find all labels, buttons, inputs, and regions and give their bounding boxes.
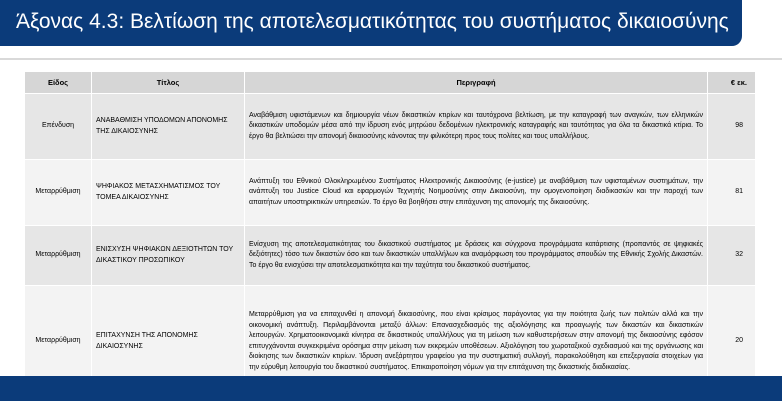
column-header-amount: € εκ. (708, 72, 756, 94)
row-description: Μεταρρύθμιση για να επιταχυνθεί η απονομή δικαιοσύνης, που είναι κρίσιμος παράγοντας για την ποιότητα ζωής των πολιτών αλλά και την οικονομική ανάπτυξη. Περιλαμβάνονται μεταξύ άλλων: Επανασχεδιασμός της αξιολόγησης και προαγωγής των δικαστών και δικαστικών λειτουργών. Χρηματοοικονομικά κίνητρα σε δικαστικούς υπαλλήλους για τη μείωση των καθυστερήσεων στην απονομή της δικαιοσύνης εφόσον επιτυγχάνονται συγκεκριμένα ορόσημα στην μείωση των εκκρεμών υποθέσεων. Αξιολόγηση του χωροταξικού σχεδιασμού και της οργάνωσης και διοίκησης των δικαστικών κτιρίων. Ίδρυση ανεξάρτητου γραφείου για την συστηματική συλλογή, παρακολούθηση και επεξεργασία στοιχείων για την εύρυθμη λειτουργία του δικαστικού συστήματος. Επικαιροποίηση νόμων για την επιτάχυνση της δικαστικής διαδικασίας. (245, 286, 708, 398)
row-type: Μεταρρύθμιση (25, 226, 92, 286)
row-title: ΑΝΑΒΑΘΜΙΣΗ ΥΠΟΔΟΜΩΝ ΑΠΟΝΟΜΗΣ ΤΗΣ ΔΙΚΑΙΟΣΥΝΗΣ (92, 94, 245, 160)
row-description: Ενίσχυση της αποτελεσματικότητας του δικαστικού συστήματος με δράσεις και σύγχρονα προγράμματα κατάρτισης (προπαντός σε ψηφιακές δεξιότητες) τόσο των δικαστών όσο και των δικαστικών υπαλλήλων και αναμόρφωση του προγράμματος σπουδών της Εθνικής Σχολής Δικαστών. Το έργο θα ενισχύσει την αποτελεσματικότητα και την ταχύτητα του δικαστικού συστήματος. (245, 226, 708, 286)
table-row (25, 94, 756, 160)
row-type: Μεταρρύθμιση (25, 286, 92, 398)
row-amount: 98 (708, 94, 756, 160)
row-title: ΕΠΙΤΑΧΥΝΣΗ ΤΗΣ ΑΠΟΝΟΜΗΣ ΔΙΚΑΙΟΣΥΝΗΣ (92, 286, 245, 398)
row-description: Αναβάθμιση υφιστάμενων και δημιουργία νέων δικαστικών κτιρίων και ταυτόχρονα βελτίωση, με την καταγραφή των αναγκών, των ελληνικών δικαστικών υποδομών μέσα από την ίδρυση ενός μητρώου δεδομένων ηλεκτρονικής καταγραφής και ταυτότητας για όλα τα δικαστικά κτίρια. Το έργο θα βελτιώσει την απονομή δικαιοσύνης κάνοντας την φιλικότερη προς τους πολίτες και τους υπαλλήλους. (245, 94, 708, 160)
divider (0, 58, 782, 60)
row-type: Επένδυση (25, 94, 92, 160)
table-row (25, 226, 756, 286)
column-header-title: Τίτλος (92, 72, 245, 94)
row-title: ΕΝΙΣΧΥΣΗ ΨΗΦΙΑΚΩΝ ΔΕΞΙΟΤΗΤΩΝ ΤΟΥ ΔΙΚΑΣΤΙΚΟΥ ΠΡΟΣΩΠΙΚΟΥ (92, 226, 245, 286)
row-amount: 20 (708, 286, 756, 398)
row-amount: 32 (708, 226, 756, 286)
measures-table (24, 71, 756, 398)
row-amount: 81 (708, 160, 756, 226)
table-header-row (25, 72, 756, 94)
row-type: Μεταρρύθμιση (25, 160, 92, 226)
page-title: Άξονας 4.3: Βελτίωση της αποτελεσματικότητας του συστήματος δικαιοσύνης (16, 10, 729, 33)
table-row (25, 160, 756, 226)
column-header-description: Περιγραφή (245, 72, 708, 94)
column-header-type: Είδος (25, 72, 92, 94)
measures-table-container (24, 71, 756, 401)
title-banner (0, 0, 742, 46)
row-description: Ανάπτυξη του Εθνικού Ολοκληρωμένου Συστήματος Ηλεκτρονικής Δικαιοσύνης (e-justice) με αναβάθμιση των υφισταμένων συστημάτων, την ανάπτυξη του Justice Cloud και εφαρμογών Τεχνητής Νοημοσύνης στην Δικαιοσύνη, την ομογενοποίηση διαδικασιών και την παροχή των απαιτήτων υποστηρικτικών υπηρεσιών. Το έργο θα βοηθήσει στην επιτάχυνση της απονομής της δικαιοσύνης. (245, 160, 708, 226)
row-title: ΨΗΦΙΑΚΟΣ ΜΕΤΑΣΧΗΜΑΤΙΣΜΟΣ ΤΟΥ ΤΟΜΕΑ ΔΙΚΑΙΟΣΥΝΗΣ (92, 160, 245, 226)
footer-bar (0, 376, 782, 401)
